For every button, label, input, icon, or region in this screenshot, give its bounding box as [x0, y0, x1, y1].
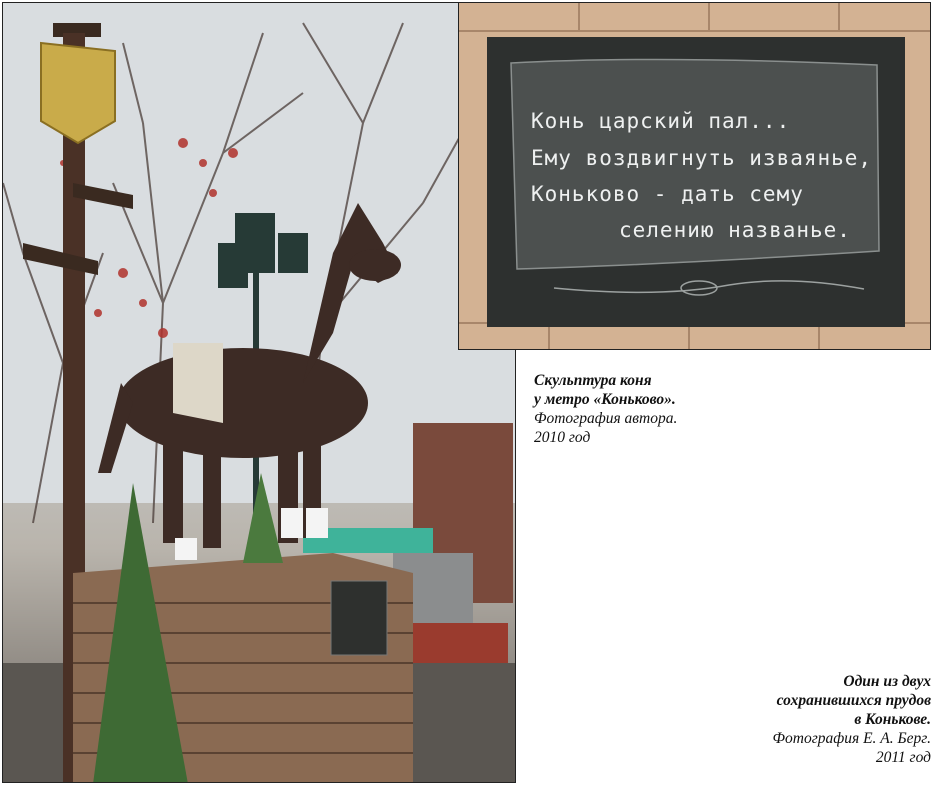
caption-sculpture	[534, 371, 677, 447]
horse-sculpture-illustration	[3, 3, 516, 783]
caption-sculpture-credit: Фотография автора.	[534, 410, 678, 427]
caption-sculpture-year: 2010 год	[534, 429, 591, 446]
caption-pond-credit: Фотография Е. А. Берг.	[772, 730, 931, 747]
caption-pond-title-1: Один из двух	[843, 673, 931, 690]
caption-pond-title-3: в Конькове.	[854, 711, 931, 728]
plaque-line-4: селению названье.	[619, 218, 851, 242]
caption-sculpture-title-1: Скульптура коня	[534, 372, 652, 389]
caption-pond-title-2: сохранившихся прудов	[776, 692, 931, 709]
plaque-illustration	[459, 3, 931, 350]
coat-of-arms-icon	[41, 43, 115, 143]
plaque-line-1: Конь царский пал...	[531, 109, 791, 133]
pedestal-plaque	[331, 581, 387, 655]
red-bench	[408, 623, 508, 668]
plaque-line-2: Ему воздвигнуть изваянье,	[531, 146, 873, 170]
caption-sculpture-title-2: у метро «Коньково».	[534, 391, 676, 408]
plaque-photo	[458, 2, 931, 350]
plaque-line-3: Коньково - дать сему	[531, 182, 804, 206]
horse-saddle-cloth	[173, 343, 223, 423]
caption-pond	[773, 672, 931, 767]
horse-sculpture-photo	[2, 2, 516, 783]
caption-pond-year: 2011 год	[875, 749, 931, 766]
